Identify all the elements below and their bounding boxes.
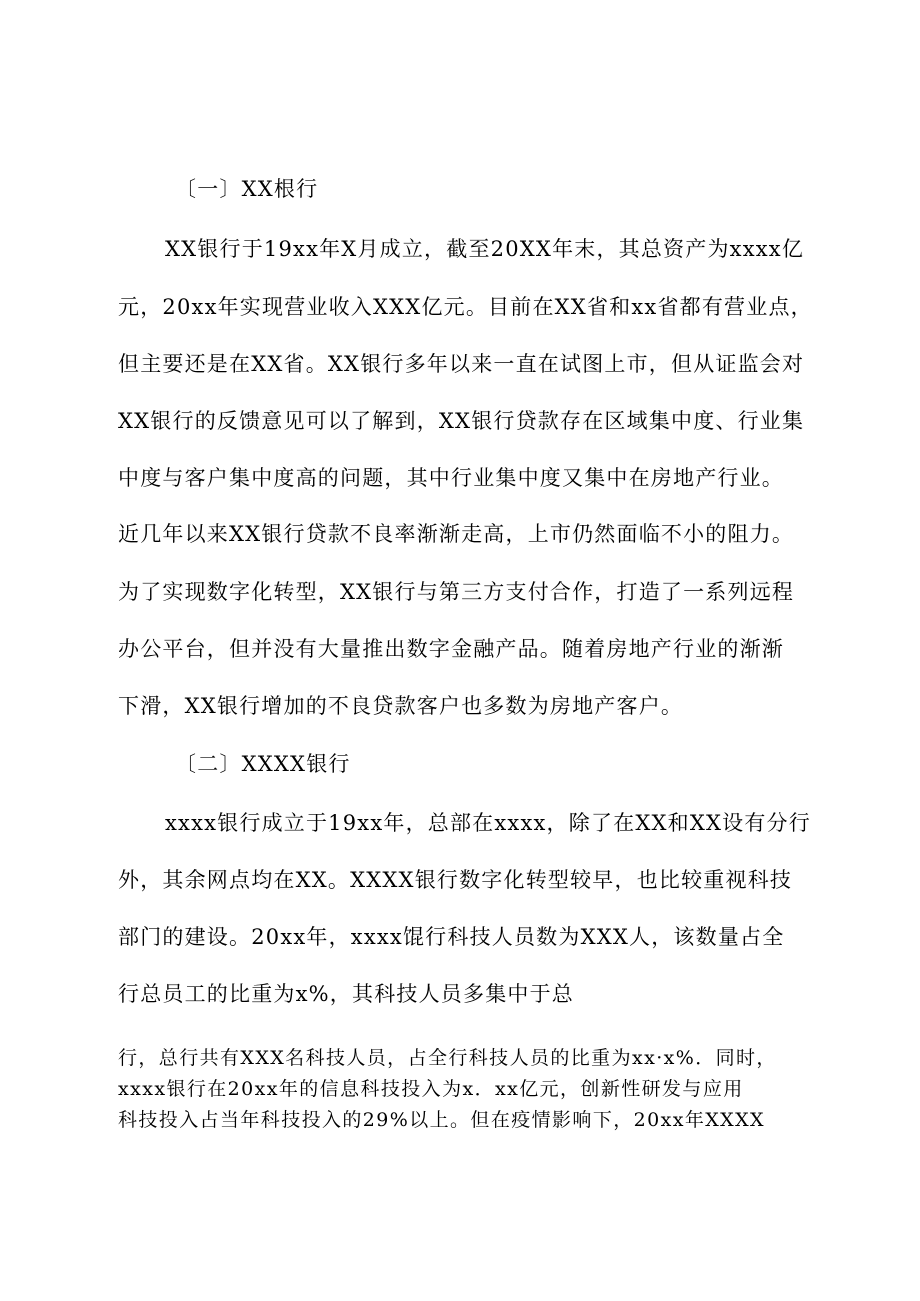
paragraph-line: 外，其余网点均在XX。XXXX银行数字化转型较早，也比较重视科技: [118, 868, 793, 892]
paragraph-line: 行，总行共有XXX名科技人员，占全行科技人员的比重为xx·x%．同时，: [118, 1047, 777, 1069]
paragraph-line: 行总员工的比重为x%，其科技人员多集中于总: [118, 982, 574, 1006]
paragraph-line: xxxx银行成立于19xx年，总部在xxxx，除了在XX和XX设有分行: [165, 811, 811, 835]
paragraph-line: 下滑，XX银行增加的不良贷款客户也多数为房地产客户。: [118, 694, 684, 718]
paragraph-line: 科技投入占当年科技投入的29%以上。但在疫情影响下，20xx年XXXX: [118, 1109, 765, 1131]
paragraph-line: 中度与客户集中度高的问题，其中行业集中度又集中在房地产行业。: [118, 466, 784, 490]
paragraph-line: 但主要还是在XX省。XX银行多年以来一直在试图上市，但从证监会对: [118, 352, 805, 376]
paragraph-line: 部门的建设。20xx年，xxxx馄行科技人员数为XXX人，该数量占全: [118, 925, 785, 949]
paragraph-line: 元，20xx年实现营业收入XXX亿元。目前在XX省和xx省都有营业点，: [118, 295, 813, 319]
section-1-heading: 〔一〕XX根行: [175, 177, 319, 201]
paragraph-line: 近几年以来XX银行贷款不良率渐渐走高，上市仍然面临不小的阻力。: [118, 522, 795, 546]
section-2-heading: 〔二〕XXXX银行: [175, 752, 351, 776]
paragraph-line: 办公平台，但并没有大量推出数字金融产品。随着房地产行业的渐渐: [118, 637, 784, 661]
paragraph-line: 为了实现数字化转型，XX银行与第三方支付合作，打造了一系列远程: [118, 580, 795, 604]
paragraph-line: xxxx银行在20xx年的信息科技投入为x．xx亿元，创新性研发与应用: [118, 1078, 744, 1100]
paragraph-line: XX银行的反馈意见可以了解到，XX银行贷款存在区域集中度、行业集: [118, 409, 805, 433]
paragraph-line: XX银行于19xx年X月成立，截至20XX年末，其总资产为xxxx亿: [165, 237, 805, 261]
